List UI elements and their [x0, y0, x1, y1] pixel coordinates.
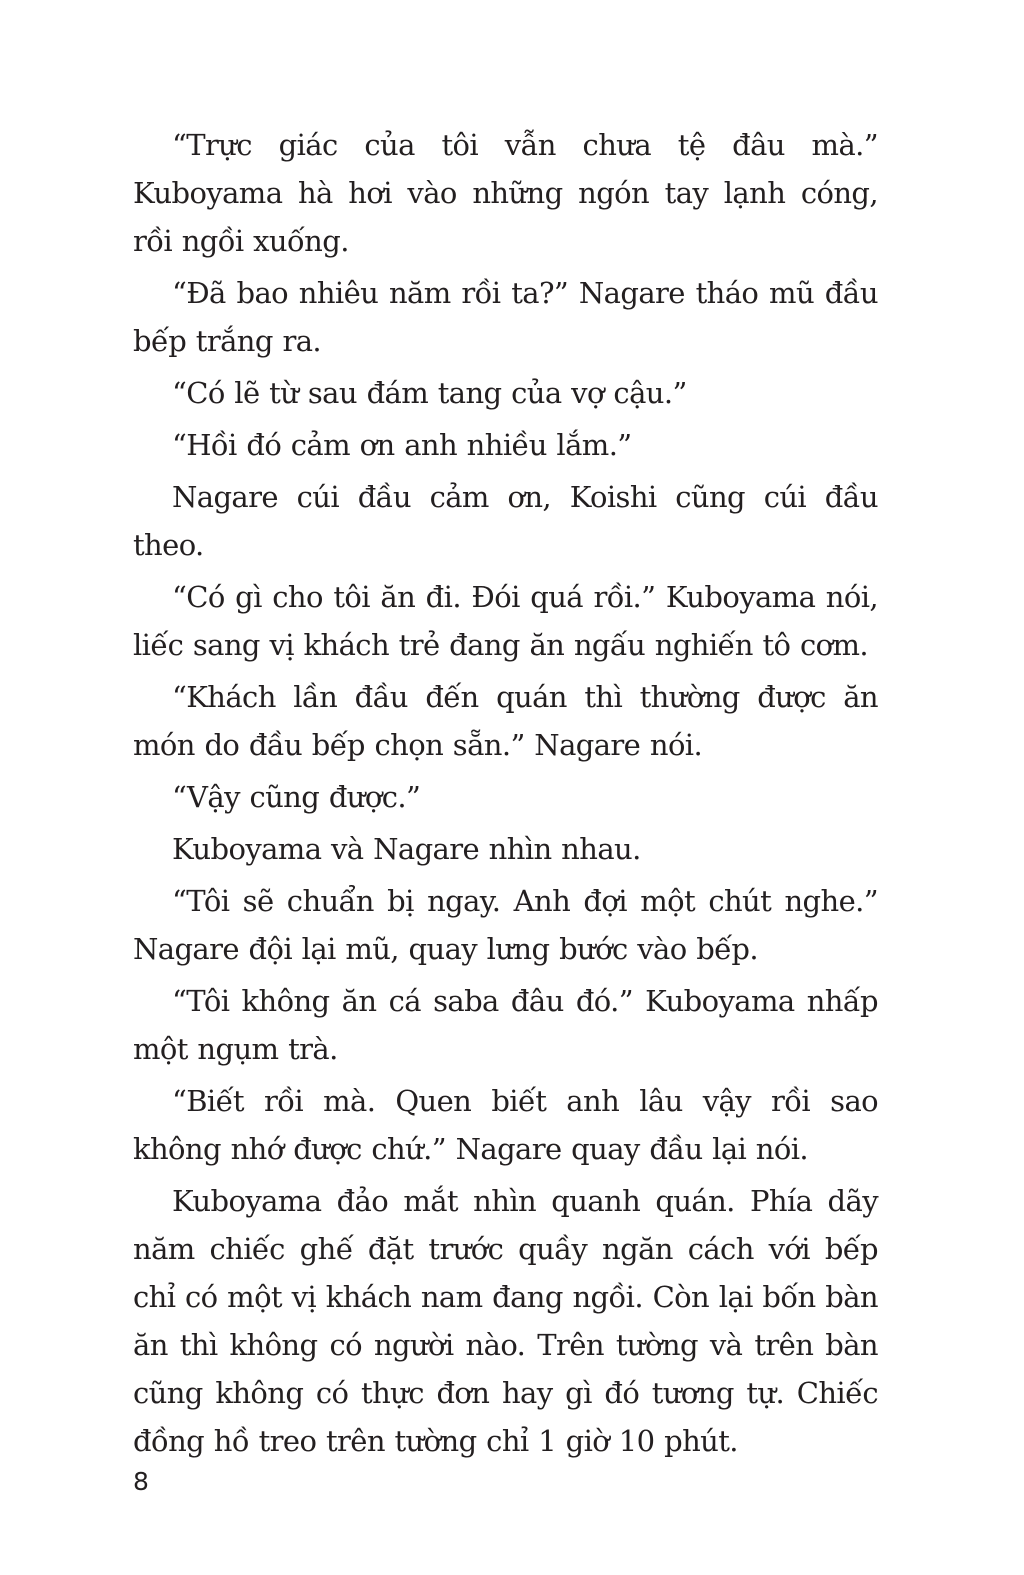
paragraph-7: “Khách lần đầu đến quán thì thường được ăn món do đầu bếp chọn sẵn.” Nagare nói. [133, 680, 878, 762]
paragraph-11: “Tôi không ăn cá saba đâu đó.” Kuboyama nhấp một ngụm trà. [133, 984, 878, 1066]
paragraph-9: Kuboyama và Nagare nhìn nhau. [172, 832, 641, 866]
page-number: 8 [133, 1467, 149, 1496]
paragraph-12: “Biết rồi mà. Quen biết anh lâu vậy rồi sao không nhớ được chứ.” Nagare quay đầu lại nói. [133, 1084, 878, 1166]
paragraph-13: Kuboyama đảo mắt nhìn quanh quán. Phía dãy năm chiếc ghế đặt trước quầy ngăn cách với bếp chỉ có một vị khách nam đang ngồi. Còn lại bốn bàn ăn thì không có người nào. Trên tường và trên bàn cũng không có thực đơn hay gì đó tương tự. Chiếc đồng hồ treo trên tường chỉ 1 giờ 10 phút. [133, 1184, 878, 1458]
paragraph-4: “Hồi đó cảm ơn anh nhiều lắm.” [172, 428, 632, 462]
paragraph-3: “Có lẽ từ sau đám tang của vợ cậu.” [172, 376, 687, 410]
body-text [133, 121, 878, 1469]
paragraph-6: “Có gì cho tôi ăn đi. Đói quá rồi.” Kuboyama nói, liếc sang vị khách trẻ đang ăn ngấu nghiến tô cơm. [133, 580, 878, 662]
paragraph-1: “Trực giác của tôi vẫn chưa tệ đâu mà.” Kuboyama hà hơi vào những ngón tay lạnh cóng, rồi ngồi xuống. [133, 128, 878, 258]
paragraph-8: “Vậy cũng được.” [172, 780, 421, 814]
paragraph-5: Nagare cúi đầu cảm ơn, Koishi cũng cúi đầu theo. [133, 480, 878, 562]
paragraph-2: “Đã bao nhiêu năm rồi ta?” Nagare tháo mũ đầu bếp trắng ra. [133, 276, 878, 358]
paragraph-10: “Tôi sẽ chuẩn bị ngay. Anh đợi một chút nghe.” Nagare đội lại mũ, quay lưng bước vào bếp. [133, 884, 878, 966]
